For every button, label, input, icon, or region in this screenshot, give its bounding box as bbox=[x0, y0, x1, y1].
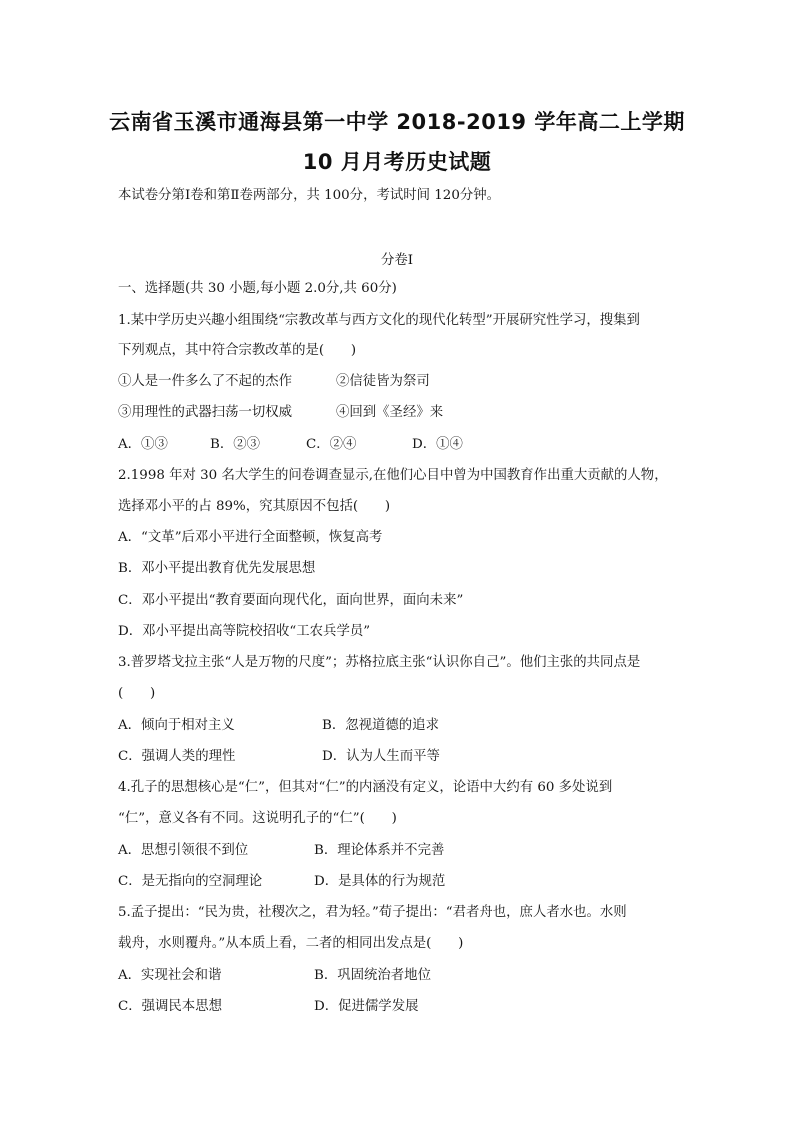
option-d: D．是具体的行为规范 bbox=[314, 874, 446, 889]
option-a: A．“文革”后邓小平进行全面整顿，恢复高考 bbox=[118, 530, 383, 545]
option-c: C．②④ bbox=[306, 437, 357, 452]
question-stem: ( ) bbox=[118, 686, 156, 701]
part-heading: 一、选择题(共 30 小题,每小题 2.0分,共 60分) bbox=[118, 281, 397, 296]
option-c: C．强调人类的理性 bbox=[118, 749, 236, 764]
option-b: B．忽视道德的追求 bbox=[322, 718, 439, 733]
option-b: B．巩固统治者地位 bbox=[314, 968, 431, 983]
question-stem: 1.某中学历史兴趣小组围绕“宗教改革与西方文化的现代化转型”开展研究性学习，搜集到 bbox=[118, 313, 640, 328]
option-d: D．促进儒学发展 bbox=[314, 999, 419, 1014]
question-stem: 选择邓小平的占 89%，究其原因不包括( ) bbox=[118, 499, 391, 514]
question-stem: 下列观点，其中符合宗教改革的是( ) bbox=[118, 343, 357, 358]
statement-item: ①人是一件多么了不起的杰作 bbox=[118, 374, 293, 389]
option-d: D．①④ bbox=[412, 437, 463, 452]
option-b: B．邓小平提出教育优先发展思想 bbox=[118, 561, 316, 576]
option-d: D．认为人生而平等 bbox=[322, 749, 440, 764]
question-stem: 3.普罗塔戈拉主张“人是万物的尺度”；苏格拉底主张“认识你自己”。他们主张的共同点是 bbox=[118, 655, 641, 670]
statement-item: ④回到《圣经》来 bbox=[336, 405, 444, 420]
option-a: A．思想引领很不到位 bbox=[118, 843, 249, 858]
exam-title-line-2: 10 月月考历史试题 bbox=[302, 150, 492, 174]
statement-item: ②信徒皆为祭司 bbox=[336, 374, 430, 389]
option-c: C．邓小平提出“教育要面向现代化，面向世界，面向未来” bbox=[118, 593, 464, 608]
section-title: 分卷I bbox=[380, 253, 414, 268]
option-c: C．强调民本思想 bbox=[118, 999, 222, 1014]
option-d: D．邓小平提出高等院校招收“工农兵学员” bbox=[118, 624, 371, 639]
question-stem: “仁”，意义各有不同。这说明孔子的“仁”( ) bbox=[118, 811, 397, 826]
statement-item: ③用理性的武器扫荡一切权威 bbox=[118, 405, 293, 420]
question-stem: 2.1998 年对 30 名大学生的问卷调查显示,在他们心目中曾为中国教育作出重大贡献的人物， bbox=[118, 468, 668, 483]
question-stem: 载舟，水则覆舟。”从本质上看，二者的相同出发点是( ) bbox=[118, 936, 464, 951]
exam-instructions: 本试卷分第Ⅰ卷和第Ⅱ卷两部分，共 100分，考试时间 120分钟。 bbox=[118, 188, 501, 203]
exam-title-line-1: 云南省玉溪市通海县第一中学 2018-2019 学年高二上学期 bbox=[109, 110, 685, 134]
option-a: A．倾向于相对主义 bbox=[118, 718, 235, 733]
option-b: B．②③ bbox=[210, 437, 261, 452]
question-stem: 5.孟子提出：“民为贵，社稷次之，君为轻。”荀子提出：“君者舟也，庶人者水也。水则 bbox=[118, 905, 627, 920]
option-b: B．理论体系并不完善 bbox=[314, 843, 445, 858]
option-a: A．①③ bbox=[118, 437, 168, 452]
option-a: A．实现社会和谐 bbox=[118, 968, 222, 983]
question-stem: 4.孔子的思想核心是“仁”，但其对“仁”的内涵没有定义，论语中大约有 60 多处说到 bbox=[118, 780, 613, 795]
option-c: C．是无指向的空洞理论 bbox=[118, 874, 263, 889]
